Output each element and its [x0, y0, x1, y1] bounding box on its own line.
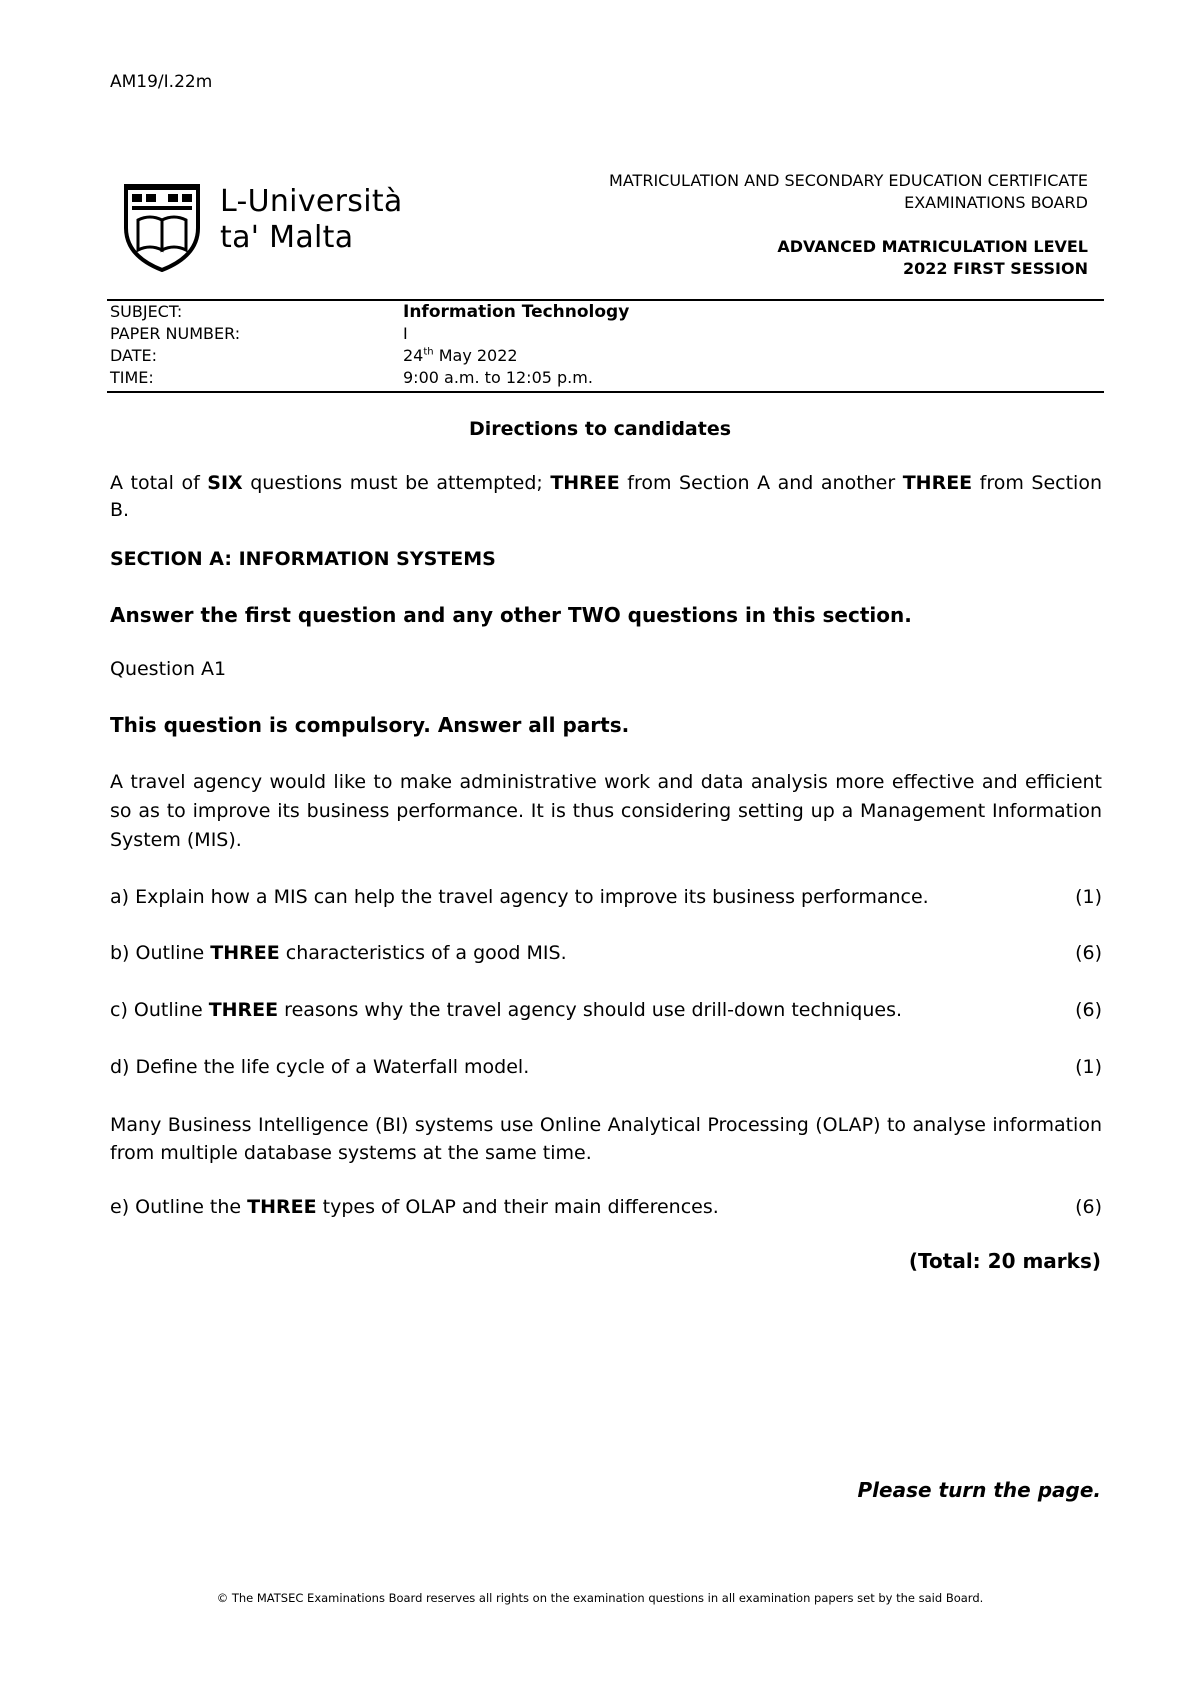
directions-text-4: from Section B. — [110, 472, 1102, 521]
part-e-text — [110, 1194, 719, 1221]
part-e-post: types of OLAP and their main differences. — [316, 1196, 719, 1218]
part-c-text — [110, 997, 902, 1024]
compulsory-note: This question is compulsory. Answer all parts. — [110, 713, 630, 737]
part-b-post: characteristics of a good MIS. — [279, 942, 567, 964]
university-crest-icon — [120, 176, 204, 272]
directions-three-b: THREE — [902, 472, 973, 494]
board-line-1: MATRICULATION AND SECONDARY EDUCATION CERTIFICATE — [609, 171, 1088, 190]
question-part-d — [110, 1054, 1102, 1081]
date-day: 24 — [403, 346, 424, 365]
subject-value: Information Technology — [403, 302, 630, 322]
time-row — [110, 367, 629, 389]
exam-board — [609, 170, 1088, 214]
directions-text-1: A total of — [110, 472, 208, 494]
date-row — [110, 345, 629, 367]
part-b-pre: b) Outline — [110, 942, 211, 964]
part-b-bold: THREE — [210, 942, 280, 964]
time-label: TIME: — [110, 368, 154, 387]
date-rest: May 2022 — [433, 346, 518, 365]
date-value — [403, 345, 518, 367]
date-suffix: th — [423, 346, 434, 358]
part-e-marks: (6) — [1075, 1196, 1102, 1218]
part-d-pre: d) Define the life cycle of a Waterfall model. — [110, 1056, 530, 1078]
paper-row — [110, 323, 629, 345]
directions-text-3: from Section A and another — [619, 472, 903, 494]
part-d-marks: (1) — [1075, 1056, 1102, 1078]
paper-label: PAPER NUMBER: — [110, 324, 241, 343]
question-part-e — [110, 1194, 1102, 1221]
part-a-pre: a) Explain how a MIS can help the travel agency to improve its business performance. — [110, 886, 929, 908]
part-c-pre: c) Outline — [110, 999, 209, 1021]
question-intro: A travel agency would like to make administrative work and data analysis more effective and efficient so as to improve its business performance. It is thus considering setting up a Management Information System (MIS). — [110, 771, 1102, 851]
part-c-post: reasons why the travel agency should use drill-down techniques. — [278, 999, 903, 1021]
level-line-2: 2022 FIRST SESSION — [902, 259, 1088, 278]
part-a-marks: (1) — [1075, 886, 1102, 908]
time-value: 9:00 a.m. to 12:05 p.m. — [403, 368, 593, 387]
question-part-c — [110, 997, 1102, 1024]
date-label: DATE: — [110, 346, 158, 365]
bottom-divider — [107, 391, 1104, 393]
exam-info-table — [110, 301, 629, 389]
level-line-1: ADVANCED MATRICULATION LEVEL — [777, 237, 1088, 256]
university-logo — [120, 176, 420, 272]
part-b-text — [110, 940, 567, 967]
part-d-text — [110, 1054, 529, 1081]
directions-three-a: THREE — [550, 472, 620, 494]
turn-page-note: Please turn the page. — [857, 1478, 1101, 1502]
directions-six: SIX — [207, 472, 243, 494]
question-part-b — [110, 940, 1102, 967]
logo-line-1: L-Università — [220, 184, 403, 219]
directions-heading: Directions to candidates — [468, 418, 732, 440]
exam-level — [777, 236, 1088, 280]
copyright-footer: © The MATSEC Examinations Board reserves all rights on the examination questions in all examination papers set by the said Board. — [216, 1591, 984, 1605]
part-e-bold: THREE — [247, 1196, 317, 1218]
part-c-marks: (6) — [1075, 999, 1102, 1021]
logo-line-2: ta' Malta — [220, 220, 354, 255]
total-marks: (Total: 20 marks) — [908, 1249, 1101, 1273]
subject-label: SUBJECT: — [110, 302, 183, 321]
directions-text-2: questions must be attempted; — [242, 472, 551, 494]
part-c-bold: THREE — [208, 999, 279, 1021]
directions-text — [110, 470, 1102, 524]
board-line-2: EXAMINATIONS BOARD — [904, 193, 1088, 212]
subject-row — [110, 301, 629, 323]
section-instruction: Answer the first question and any other TWO questions in this section. — [110, 603, 912, 627]
question-label: Question A1 — [110, 658, 227, 680]
bi-paragraph: Many Business Intelligence (BI) systems use Online Analytical Processing (OLAP) to analyse information from multiple database systems at the same time. — [110, 1114, 1102, 1164]
paper-value: I — [403, 324, 408, 343]
document-code: AM19/I.22m — [110, 72, 213, 92]
section-title: SECTION A: INFORMATION SYSTEMS — [110, 548, 496, 570]
question-part-a — [110, 884, 1102, 911]
part-a-text — [110, 884, 929, 911]
part-b-marks: (6) — [1075, 942, 1102, 964]
part-e-pre: e) Outline the — [110, 1196, 248, 1218]
